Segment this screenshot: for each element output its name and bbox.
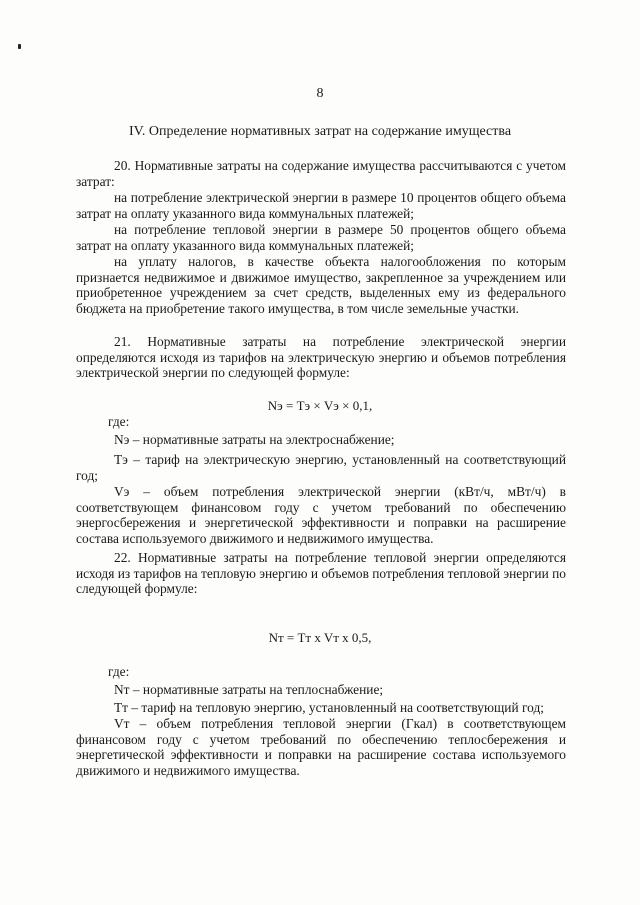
page-number: 8 — [316, 86, 324, 101]
paragraph-21: 21. Нормативные затраты на потребление электрической энергии определяются исходя из тарифов на электрическую энергию и объемов потребления электрической энергии по следующей формуле: — [76, 334, 566, 381]
definition-v-heat: Vт – объем потребления тепловой энергии (Гкал) в соответствующем финансовом году с учетом требований по обеспечению теплосбережения и энергетической эффективности и поправки на расширение состава используемого движимого и недвижимого имущества. — [76, 716, 566, 778]
definition-t-electricity: Tэ – тариф на электрическую энергию, установленный на соответствующий год; — [76, 452, 566, 483]
formula-heat: Nт = Tт x Vт x 0,5, — [268, 630, 372, 645]
formula-electricity: Nэ = Tэ × Vэ × 0,1, — [267, 398, 373, 413]
where-label-1: где: — [108, 414, 130, 429]
paragraph-22: 22. Нормативные затраты на потребление тепловой энергии определяются исходя из тарифов на тепловую энергию и объемов потребления тепловой энергии по следующей формуле: — [76, 550, 566, 597]
section-heading: IV. Определение нормативных затрат на содержание имущества — [128, 124, 512, 139]
paragraph-20-heat: на потребление тепловой энергии в размере 50 процентов общего объема затрат на оплату указанного вида коммунальных платежей; — [76, 222, 566, 253]
paragraph-20-taxes: на уплату налогов, в качестве объекта налогообложения по которым признается недвижимое и движимое имущество, закрепленное за учреждением или приобретенное учреждением за счет средств, выделенных ему из федерального бюджета на приобретение такого имущества, в том числе земельные участки. — [76, 254, 566, 316]
definition-n-electricity: Nэ – нормативные затраты на электроснабжение; — [114, 432, 395, 447]
paragraph-20-electricity: на потребление электрической энергии в размере 10 процентов общего объема затрат на оплату указанного вида коммунальных платежей; — [76, 190, 566, 221]
where-label-2: где: — [108, 664, 130, 679]
definition-v-electricity: Vэ – объем потребления электрической энергии (кВт/ч, мВт/ч) в соответствующем финансовом году с учетом требований по обеспечению энергосбережения и энергетической эффективности и поправки на расширение состава используемого движимого и недвижимого имущества. — [76, 484, 566, 546]
definition-t-heat: Tт – тариф на тепловую энергию, установленный на соответствующий год; — [114, 700, 544, 715]
definition-n-heat: Nт – нормативные затраты на теплоснабжение; — [114, 682, 384, 697]
scan-mark — [18, 44, 21, 49]
paragraph-20: 20. Нормативные затраты на содержание имущества рассчитываются с учетом затрат: — [76, 158, 566, 189]
